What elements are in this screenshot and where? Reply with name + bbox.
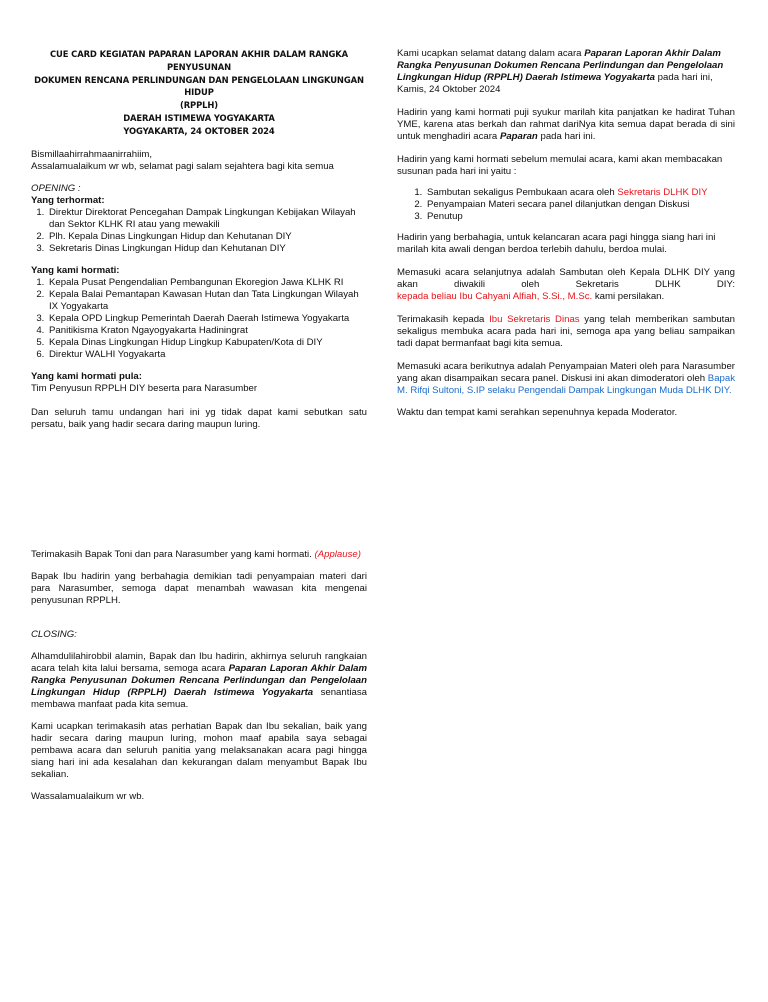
- agenda-list: [397, 187, 735, 223]
- also-text: Tim Penyusun RPPLH DIY beserta para Narasumber: [31, 383, 258, 395]
- speech-thanks-text: Terimakasih kepada: [397, 313, 490, 325]
- opening-section: [31, 183, 367, 255]
- post-materi-paragraph: Bapak Ibu hadirin yang berbahagia demikian tadi penyampaian materi dari para Narasumber, semoga dapat menambah wawasan kita mengenai penyusunan RPPLH.: [31, 570, 367, 606]
- applause-cue: (Applause): [314, 549, 361, 560]
- gratitude-text: pada hari ini.: [537, 130, 596, 142]
- list-item: 1. Kepala Pusat Pengendalian Pembangunan Ekoregion Jawa KLHK RI: [47, 277, 367, 289]
- left-column: [31, 48, 367, 431]
- list-item: 3. Sekretaris Dinas Lingkungan Hidup dan Kehutanan DIY: [47, 243, 367, 255]
- sambutan-paragraph: Memasuki acara selanjutnya adalah Sambutan oleh Kepala DLHK DIY yang akan diwakili oleh Sekretaris DLHK DIY:: [397, 266, 735, 290]
- moderator-name: Bapak M. Rifqi Sultoni, S.IP selaku Pengendali Dampak Lingkungan Muda DLHK DIY.: [397, 372, 735, 396]
- welcome-text: pada hari ini, Kamis, 24 Oktober 2024: [397, 71, 713, 95]
- closing-thanks-paragraph: Kami ucapkan terimakasih atas perhatian Bapak dan Ibu sekalian, baik yang hadir secara daring maupun luring, mohon maaf apabila saya sebagai pembawa acara dan seluruh panitia yang melaksanakan acara pagi hingga siang hari ini ada kesalahan dan kekurangan dalam menyambut Bapak Ibu sekalian.: [31, 720, 367, 780]
- closing-text: senantiasa membawa manfaat pada kita semua.: [31, 686, 367, 710]
- respected-heading: Yang kami hormati:: [31, 265, 120, 277]
- thanks-paragraph: [31, 549, 367, 561]
- gratitude-text: Hadirin yang kami hormati puji syukur marilah kita panjatkan ke hadirat Tuhan YME, karena atas berkah dan rahmat dariNya kita semua dapat berada di sini untuk menghadiri acara: [397, 106, 735, 142]
- greeting-line: Assalamualaikum wr wb, selamat pagi salam sejahtera bagi kita semua: [31, 161, 334, 173]
- list-item: 5. Kepala Dinas Lingkungan Hidup Lingkup Kabupaten/Kota di DIY: [47, 337, 367, 349]
- event-name: Paparan Laporan Akhir Dalam Rangka Penyusunan Dokumen Rencana Perlindungan dan Pengelolaan Lingkungan Hidup (RPPLH) Daerah Istimewa Yogyakarta: [31, 662, 367, 698]
- title-line: DOKUMEN RENCANA PERLINDUNGAN DAN PENGELOLAAN LINGKUNGAN HIDUP: [34, 74, 364, 98]
- list-item: 2. Plh. Kepala Dinas Lingkungan Hidup dan Kehutanan DIY: [47, 231, 367, 243]
- respected-list: [31, 277, 367, 361]
- opening-heading: Yang terhormat:: [31, 195, 105, 207]
- title-line: (RPPLH): [179, 100, 219, 111]
- list-item: 6. Direktur WALHI Yogyakarta: [47, 349, 367, 361]
- guests-paragraph: Dan seluruh tamu undangan hari ini yg tidak dapat kami sebutkan satu persatu, baik yang hadir secara daring maupun luring.: [31, 407, 367, 431]
- title-line: YOGYAKARTA, 24 OKTOBER 2024: [123, 125, 275, 136]
- speech-thanks-text: yang telah memberikan sambutan sekaligus membuka acara pada hari ini, semoga apa yang beliau sampaikan tadi dapat bermanfaat bagi kita semua.: [397, 313, 735, 349]
- closing-text: Alhamdulilahirobbil alamin, Bapak dan Ibu hadirin, akhirnya seluruh rangkaian acara telah kita lalui bersama, semoga acara: [31, 650, 367, 674]
- title-line: DAERAH ISTIMEWA YOGYAKARTA: [123, 112, 275, 123]
- agenda-item: [425, 187, 735, 199]
- materi-paragraph: [397, 361, 735, 397]
- closing-paragraph: [31, 651, 367, 711]
- list-item: 2. Kepala Balai Pemantapan Kawasan Hutan dan Tata Lingkungan Wilayah IX Yogyakarta: [47, 289, 367, 313]
- greeting: [31, 149, 367, 173]
- sambutan-text: kami persilakan.: [592, 290, 665, 302]
- respected-section: [31, 265, 367, 361]
- title-line: CUE CARD KEGIATAN PAPARAN LAPORAN AKHIR DALAM RANGKA PENYUSUNAN: [49, 49, 349, 72]
- gratitude-paragraph: [397, 107, 735, 143]
- also-section: [31, 371, 367, 395]
- closing-label: CLOSING:: [31, 628, 77, 640]
- list-item: 3. Kepala OPD Lingkup Pemerintah Daerah Daerah Istimewa Yogyakarta: [47, 313, 367, 325]
- agenda-intro: Hadirin yang kami hormati sebelum memulai acara, kami akan membacakan susunan pada hari ini yaitu :: [397, 153, 723, 177]
- opening-list: [31, 207, 367, 255]
- agenda-text: Sambutan sekaligus Pembukaan acara oleh: [427, 186, 618, 198]
- highlight-name: Ibu Sekretaris Dinas: [489, 313, 580, 325]
- agenda-item: 3. Penutup: [425, 211, 735, 223]
- event-name: Paparan Laporan Akhir Dalam Rangka Penyusunan Dokumen Rencana Perlindungan dan Pengelolaan Lingkungan Hidup (RPPLH) Daerah Istimewa Yogyakarta: [397, 48, 724, 83]
- event-short-name: Paparan: [499, 130, 538, 142]
- welcome-paragraph: [397, 48, 735, 96]
- materi-text: Memasuki acara berikutnya adalah Penyampaian Materi oleh para Narasumber yang akan disampaikan secara panel. Diskusi ini akan dimoderatori oleh: [397, 360, 735, 384]
- left-column-bottom: [31, 549, 367, 803]
- list-item: 4. Panitikisma Kraton Ngayogyakarta Hadiningrat: [47, 325, 367, 337]
- closing-salutation: Wassalamualaikum wr wb.: [31, 790, 145, 802]
- handover-paragraph: Waktu dan tempat kami serahkan sepenuhnya kepada Moderator.: [397, 406, 678, 418]
- opening-label: OPENING :: [31, 183, 81, 195]
- list-item: 1. Direktur Direktorat Pencegahan Dampak Lingkungan Kebijakan Wilayah dan Sektor KLHK RI atau yang mewakili: [47, 207, 367, 231]
- pray-paragraph: Hadirin yang berbahagia, untuk kelancaran acara pagi hingga siang hari ini marilah kita awali dengan berdoa terlebih dahulu, berdoa mulai.: [397, 231, 716, 255]
- welcome-text: Kami ucapkan selamat datang dalam acara: [397, 48, 585, 59]
- highlight-name: Sekretaris DLHK DIY: [617, 186, 708, 198]
- also-heading: Yang kami hormati pula:: [31, 371, 142, 383]
- speech-thanks-paragraph: [397, 314, 735, 350]
- highlight-name: kepada beliau Ibu Cahyani Alfiah, S.Si., M.Sc.: [397, 290, 593, 302]
- document-title: [31, 48, 367, 137]
- thanks-text: Terimakasih Bapak Toni dan para Narasumber yang kami hormati.: [31, 549, 312, 560]
- greeting-line: Bismillaahirrahmaanirrahiim,: [31, 149, 153, 161]
- right-column: [397, 48, 735, 419]
- agenda-item: 2. Penyampaian Materi secara panel dilanjutkan dengan Diskusi: [425, 199, 735, 211]
- sambutan-invite: [397, 291, 735, 303]
